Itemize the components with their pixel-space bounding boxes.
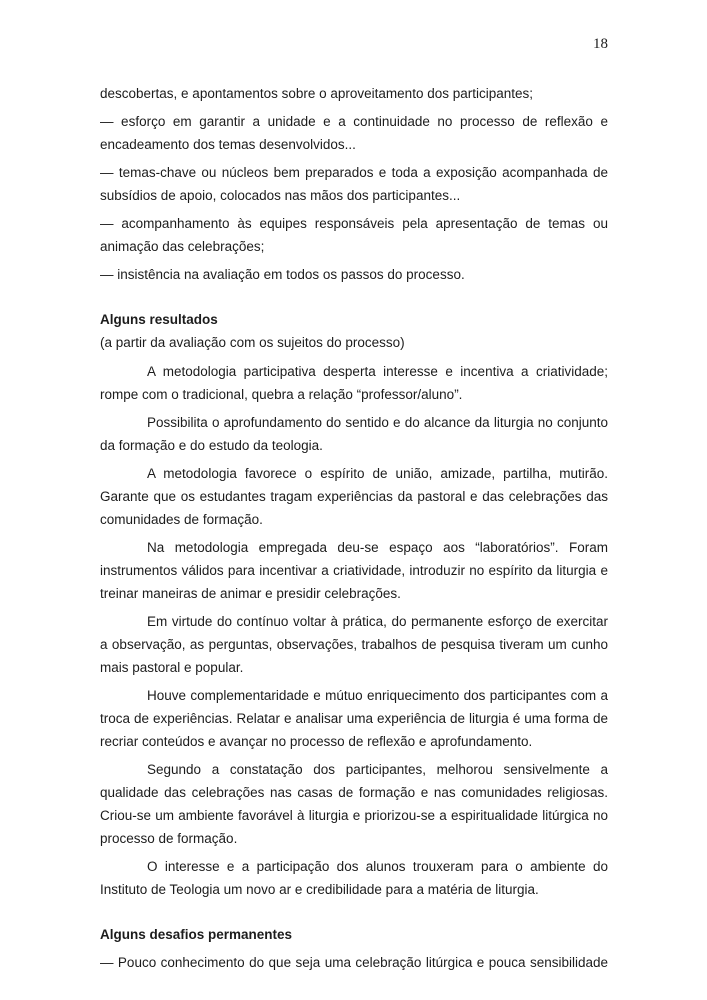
body-paragraph: A metodologia participativa desperta interesse e incentiva a criatividade; rompe com o tradicional, quebra a relação “professor/aluno”.	[100, 364, 608, 402]
body-paragraph: Segundo a constatação dos participantes, melhorou sensivelmente a qualidade das celebrações nas casas de formação e nas comunidades religiosas. Criou-se um ambiente favorável à liturgia e priorizou-se a espiritualidade litúrgica no processo de formação.	[100, 762, 608, 846]
list-item: — Pouco conhecimento do que seja uma celebração litúrgica e pouca sensibilidade	[100, 955, 608, 970]
section-heading-results: Alguns resultados	[100, 312, 218, 327]
list-item: — acompanhamento às equipes responsáveis pela apresentação de temas ou animação das celebrações;	[100, 216, 608, 254]
section-heading-challenges: Alguns desafios permanentes	[100, 927, 293, 942]
page-number: 18	[593, 36, 608, 52]
section-subtitle: (a partir da avaliação com os sujeitos do processo)	[100, 335, 405, 350]
list-item: — temas-chave ou núcleos bem preparados e toda a exposição acompanhada de subsídios de apoio, colocados nas mãos dos participantes...	[100, 165, 608, 203]
body-paragraph: A metodologia favorece o espírito de união, amizade, partilha, mutirão. Garante que os estudantes tragam experiências da pastoral e das celebrações das comunidades de formação.	[100, 466, 608, 527]
list-item: — insistência na avaliação em todos os passos do processo.	[100, 267, 465, 282]
list-item: — esforço em garantir a unidade e a continuidade no processo de reflexão e encadeamento dos temas desenvolvidos...	[100, 114, 608, 152]
body-paragraph: Houve complementaridade e mútuo enriquecimento dos participantes com a troca de experiências. Relatar e analisar uma experiência de liturgia é uma forma de recriar conteúdos e avançar no processo de reflexão e aprofundamento.	[100, 688, 608, 749]
body-paragraph: Possibilita o aprofundamento do sentido e do alcance da liturgia no conjunto da formação e do estudo da teologia.	[100, 415, 608, 453]
body-paragraph: O interesse e a participação dos alunos trouxeram para o ambiente do Instituto de Teologia um novo ar e credibilidade para a matéria de liturgia.	[100, 859, 608, 897]
paragraph-continuation: descobertas, e apontamentos sobre o aproveitamento dos participantes;	[100, 86, 534, 101]
page-content	[100, 82, 608, 979]
body-paragraph: Em virtude do contínuo voltar à prática, do permanente esforço de exercitar a observação, as perguntas, observações, trabalhos de pesquisa tiveram um cunho mais pastoral e popular.	[100, 614, 608, 675]
body-paragraph: Na metodologia empregada deu-se espaço aos “laboratórios”. Foram instrumentos válidos para incentivar a criatividade, introduzir no espírito da liturgia e treinar maneiras de animar e presidir celebrações.	[100, 540, 608, 601]
